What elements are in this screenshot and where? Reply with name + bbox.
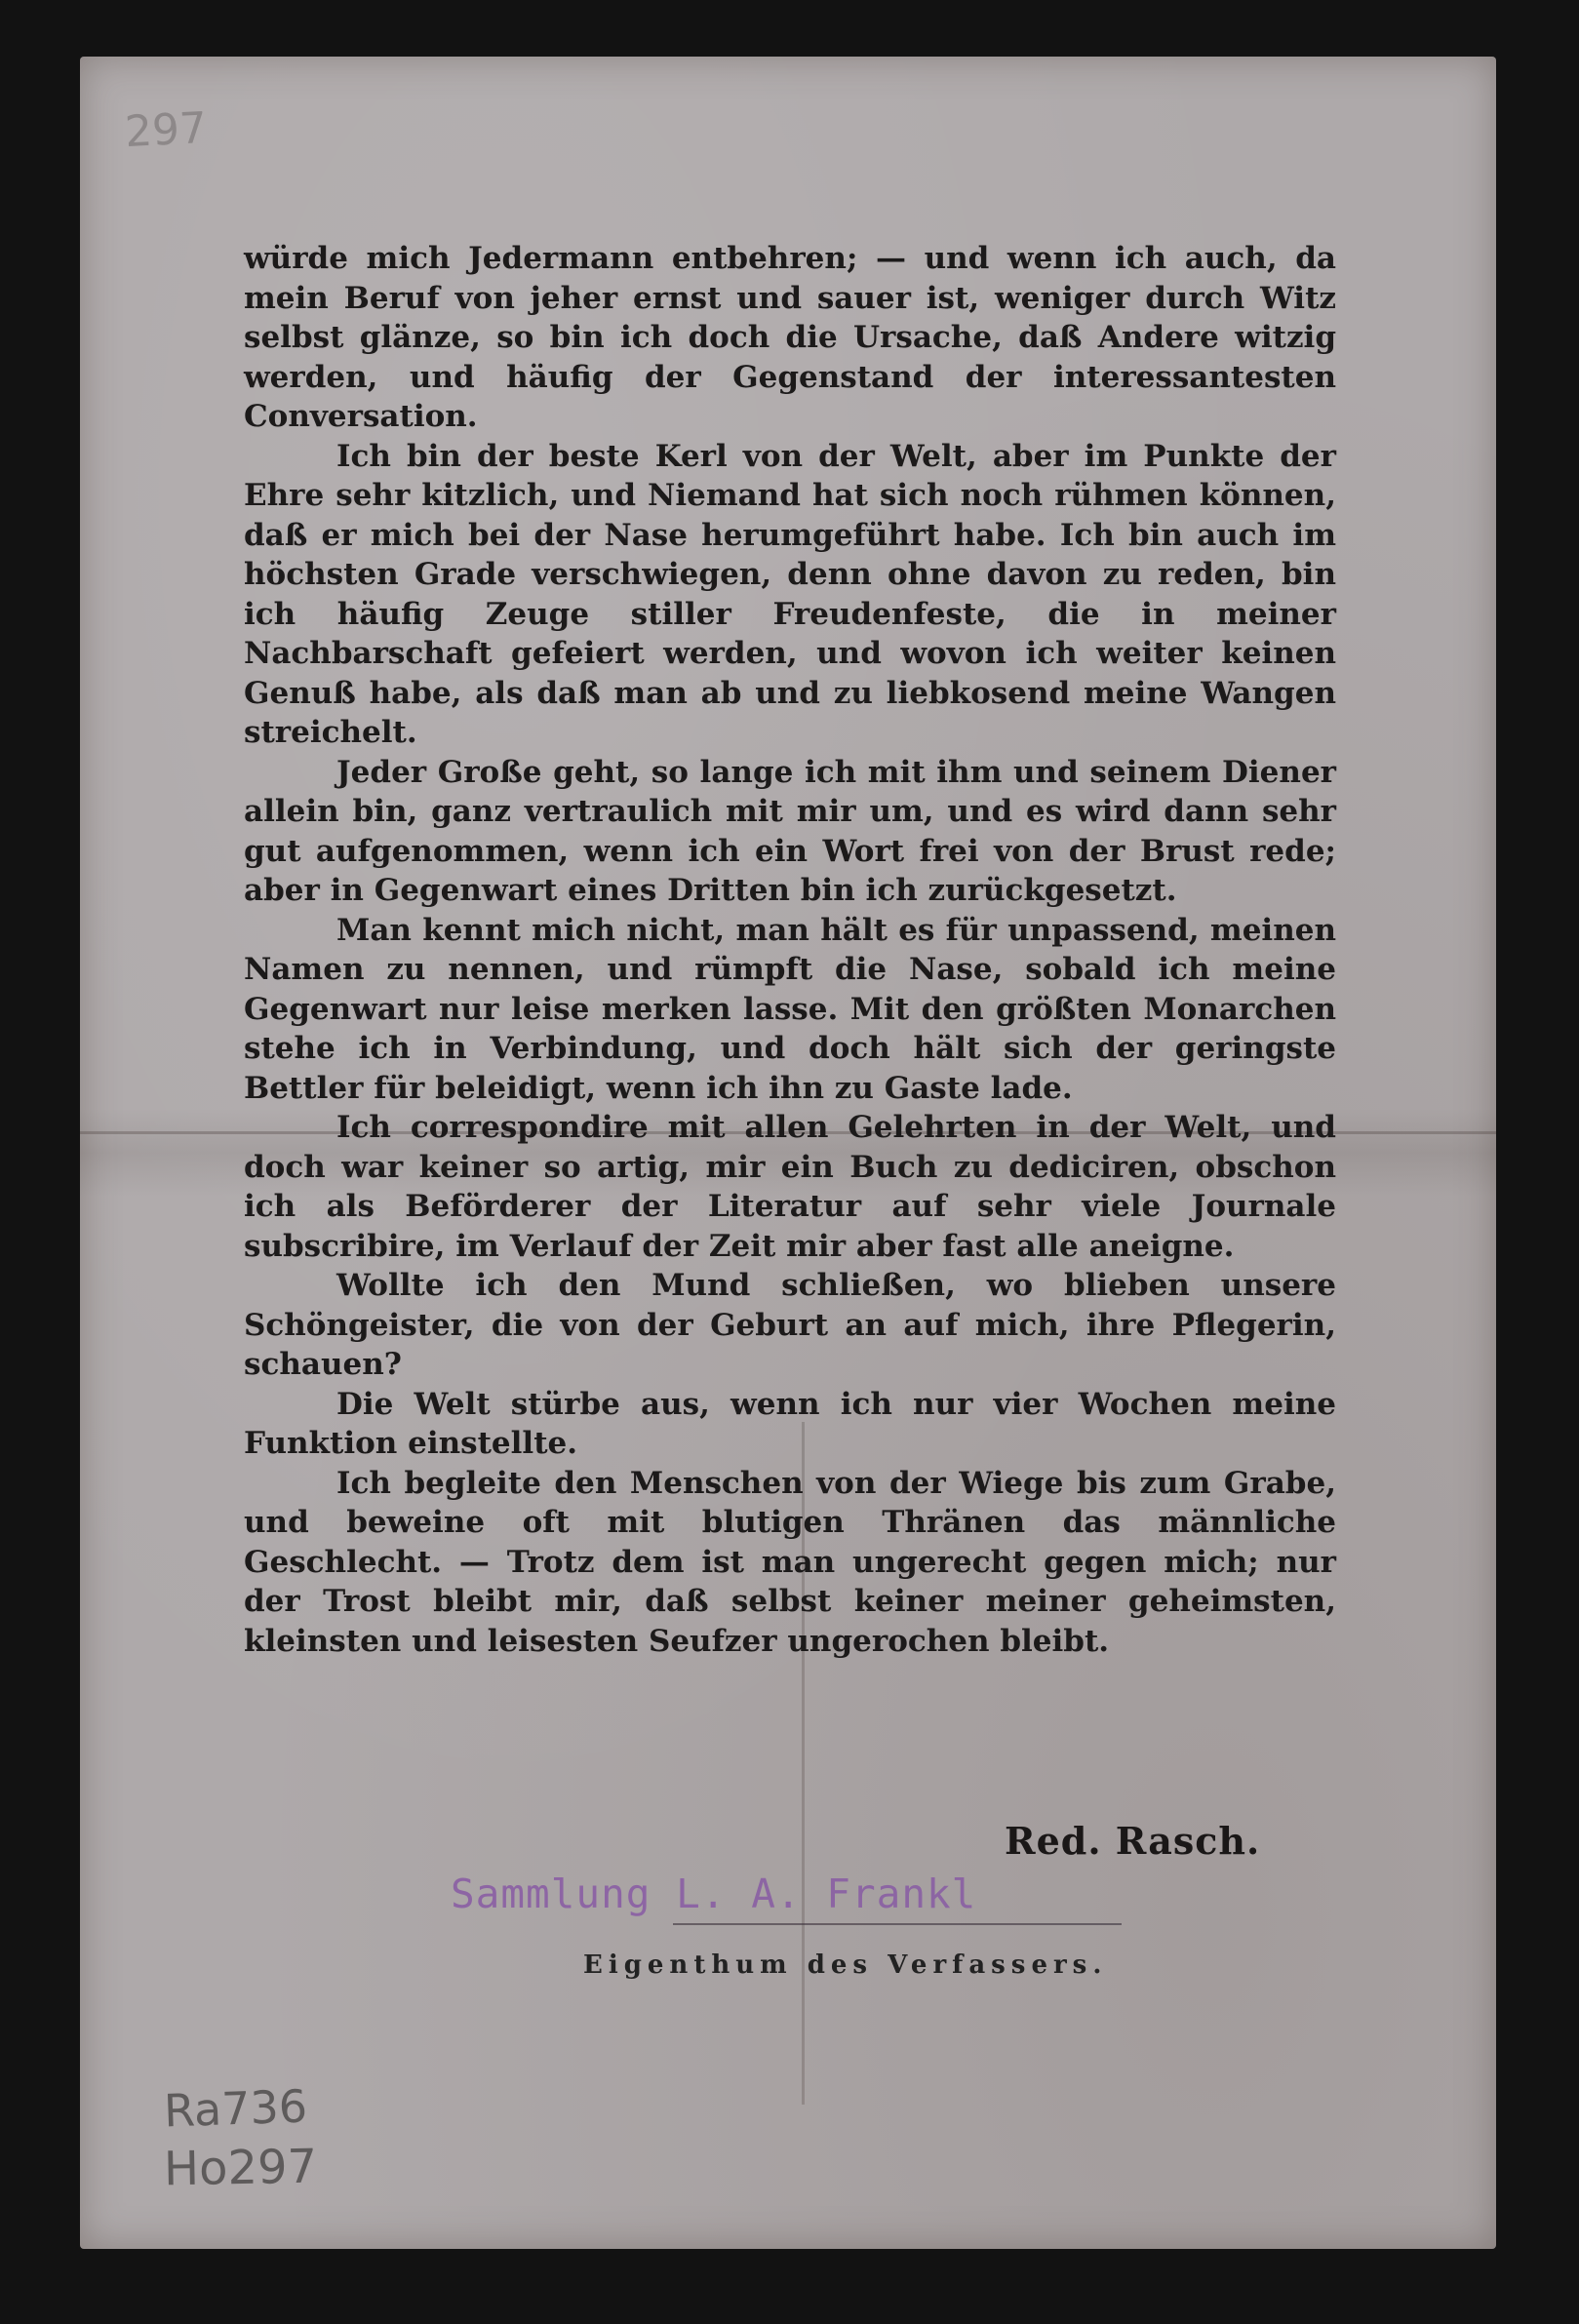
paragraph: Ich bin der beste Kerl von der Welt, aber im Punkte der Ehre sehr kitzlich, und Niemand hat sich noch rühmen können, daß er mich bei der Nase herumgeführt habe. Ich bin auch im höchsten Grade verschwiegen, denn ohne davon zu reden, bin ich häufig Zeuge stiller Freudenfeste, die in meiner Nachbarschaft gefeiert werden, und wovon ich weiter keinen Genuß habe, als daß man ab und zu liebkosend meine Wangen streichelt. (244, 438, 1336, 750)
pencil-shelfmark: Ra736 (163, 2079, 308, 2138)
pencil-page-number: 297 (123, 102, 209, 158)
pencil-shelfmark: Ho297 (163, 2139, 318, 2197)
paragraph: Wollte ich den Mund schließen, wo blieben unsere Schöngeister, die von der Geburt an auf mich, ihre Pflegerin, schauen? (244, 1268, 1336, 1382)
paragraph: Ich correspondire mit allen Gelehrten in der Welt, und doch war keiner so artig, mir ein Buch zu dediciren, obschon ich als Beförderer der Literatur auf sehr viele Journale subscribire, im Verlauf der Zeit mir aber fast alle aneigne. (244, 1110, 1336, 1264)
paragraph: Ich begleite den Menschen von der Wiege bis zum Grabe, und beweine oft mit blutigen Thränen das männliche Geschlecht. — Trotz dem ist man ungerecht gegen mich; nur der Trost bleibt mir, daß selbst keiner meiner geheimsten, kleinsten und leisesten Seufzer ungerochen bleibt. (244, 1465, 1336, 1659)
collection-stamp: Sammlung L. A. Frankl (451, 1871, 977, 1917)
ownership-note: Eigenthum des Verfassers. (583, 1950, 1108, 1980)
author-signature: Red. Rasch. (1005, 1819, 1261, 1863)
paragraph: Jeder Große geht, so lange ich mit ihm und seinem Diener allein bin, ganz vertraulich mit mir um, und es wird dann sehr gut aufgenommen, wenn ich ein Wort frei von der Brust rede; aber in Gegenwart eines Dritten bin ich zurückgesetzt. (244, 754, 1336, 908)
paragraph: würde mich Jedermann entbehren; — und wenn ich auch, da mein Beruf von jeher ernst und sauer ist, weniger durch Witz selbst glänze, so bin ich doch die Ursache, daß Andere witzig werden, und häufig der Gegenstand der interessantesten Conversation. (244, 241, 1336, 434)
paragraph: Man kennt mich nicht, man hält es für unpassend, meinen Namen zu nennen, und rümpft die Nase, sobald ich meine Gegenwart nur leise merken lasse. Mit den größten Monarchen stehe ich in Verbindung, und doch hält sich der geringste Bettler für beleidigt, wenn ich ihn zu Gaste lade. (244, 912, 1336, 1106)
paragraph: Die Welt stürbe aus, wenn ich nur vier Wochen meine Funktion einstellte. (244, 1386, 1336, 1461)
main-text (244, 239, 1336, 1661)
stamp-underline (673, 1923, 1122, 1925)
